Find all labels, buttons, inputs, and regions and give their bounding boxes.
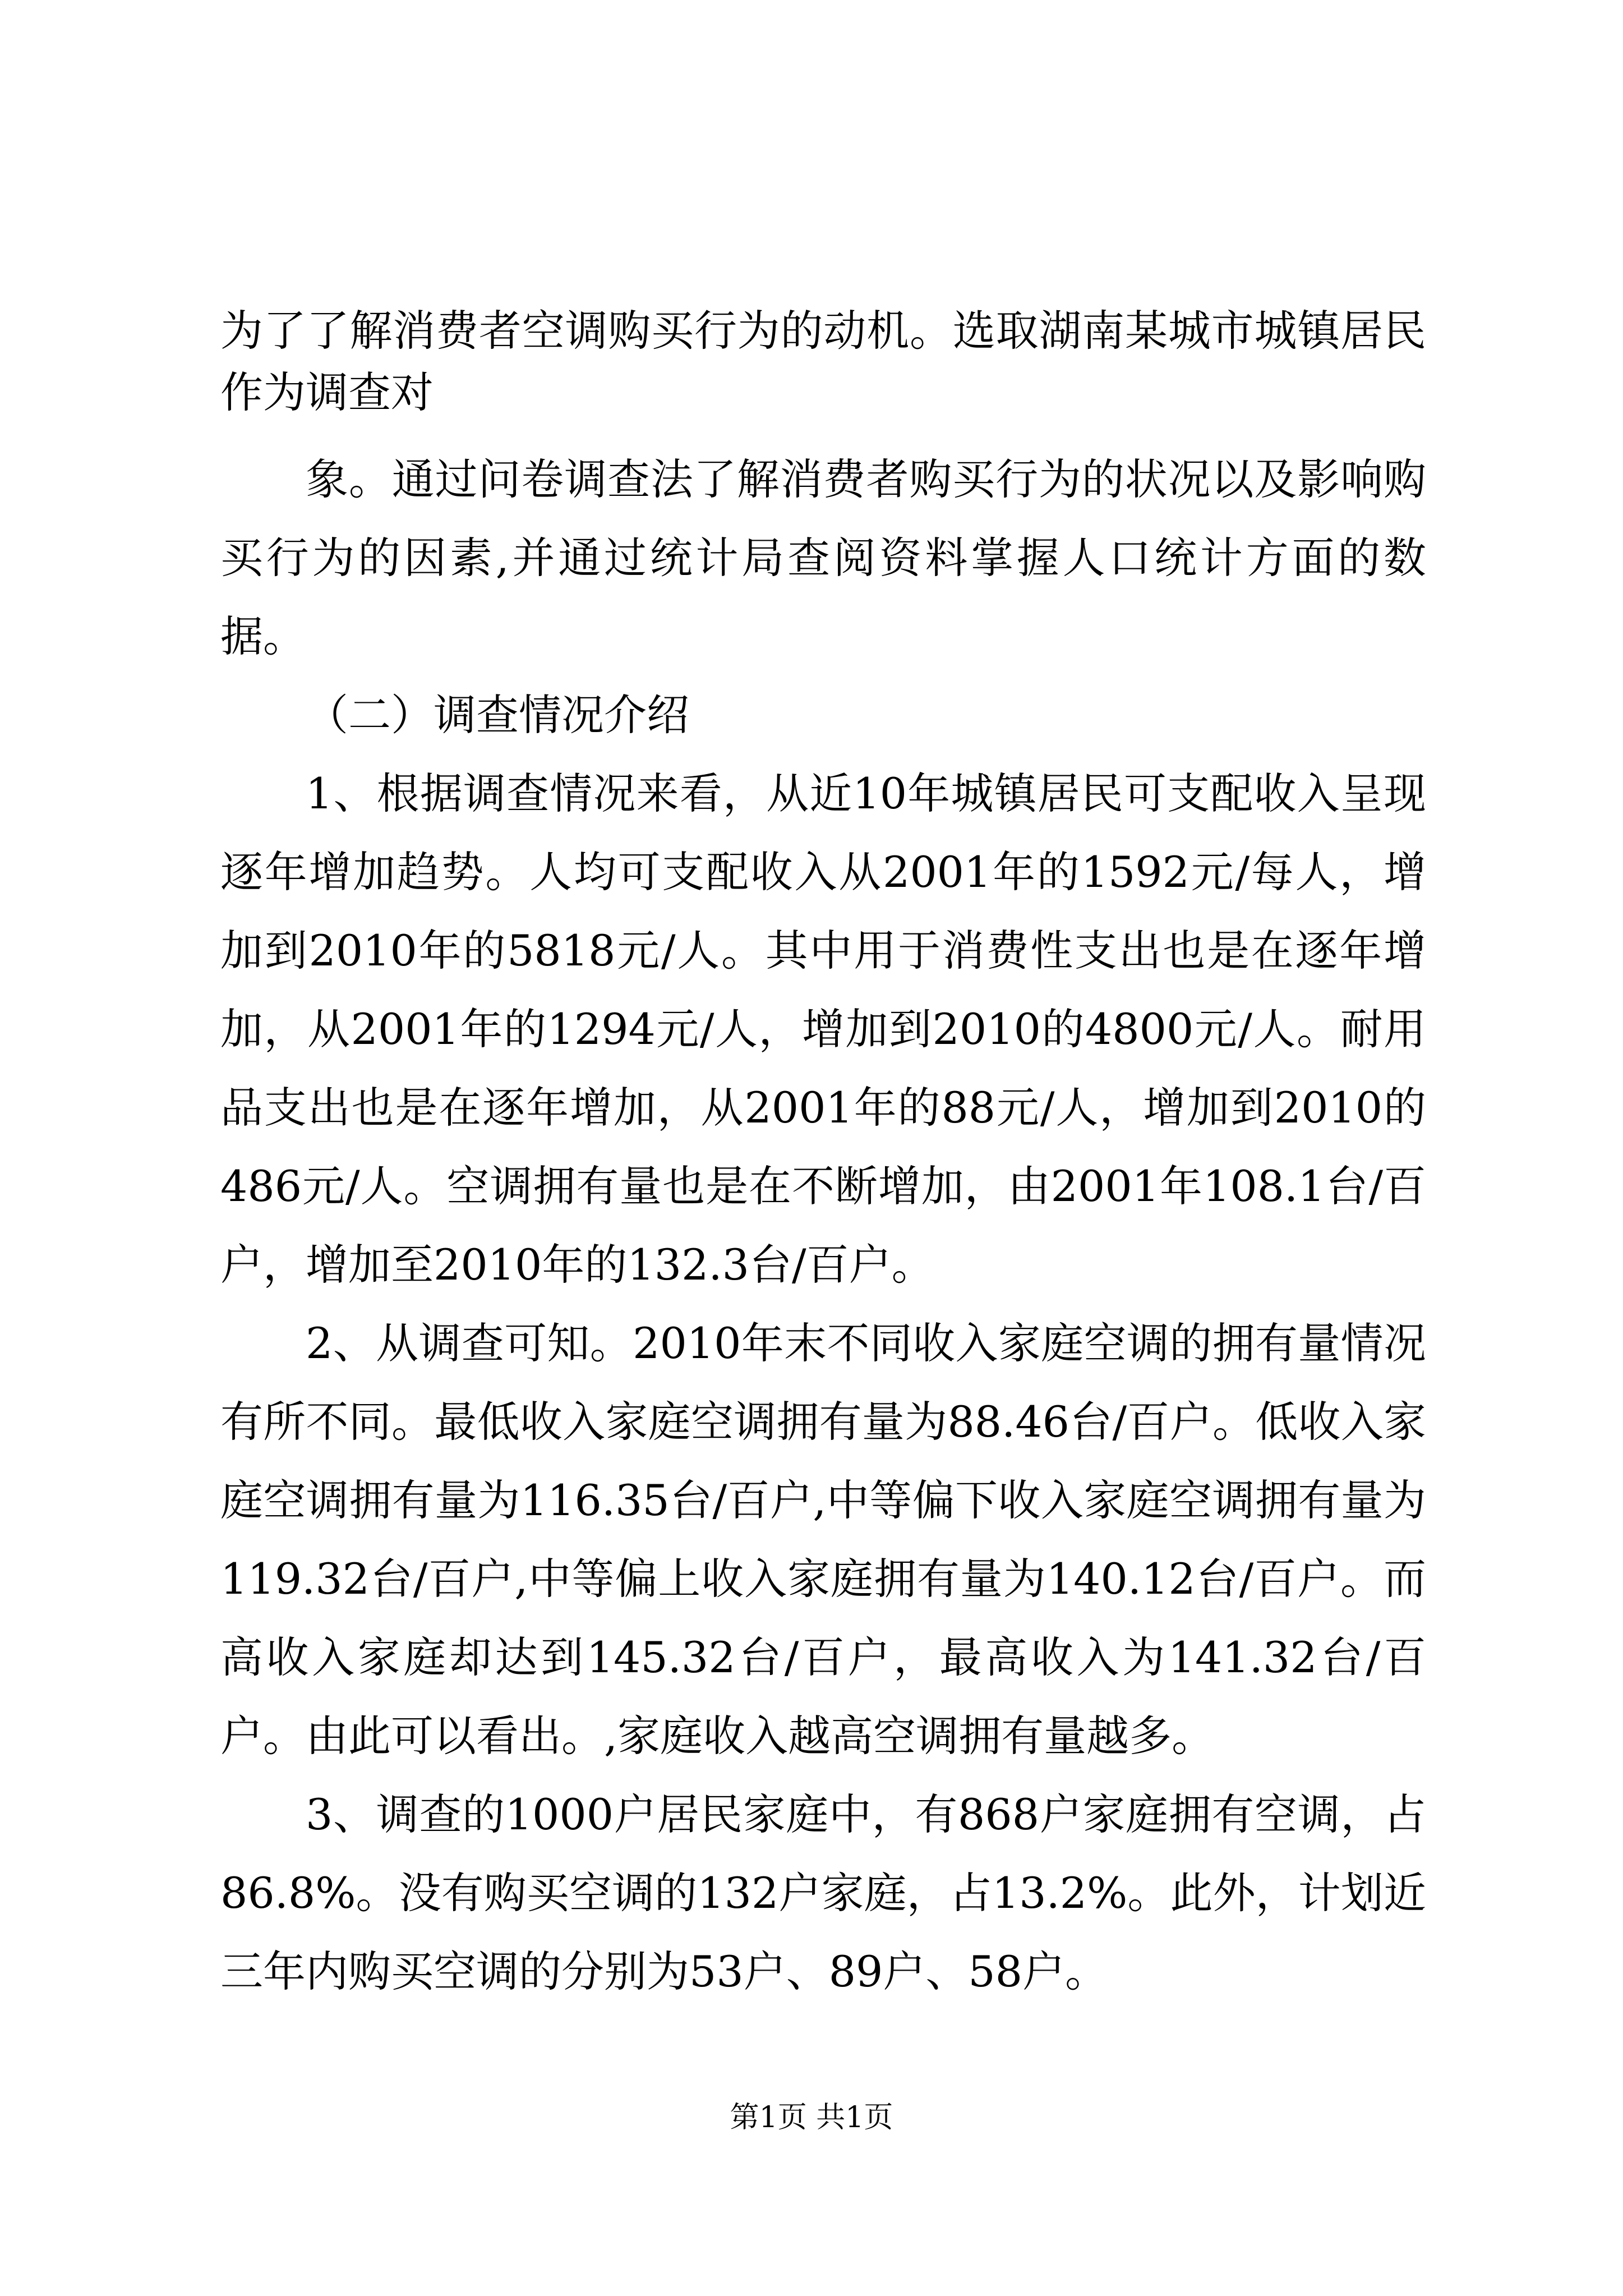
- survey-method-paragraph: 象。通过问卷调查法了解消费者购买行为的状况以及影响购买行为的因素,并通过统计局查阅资料掌握人口统计方面的数据。: [220, 454, 1426, 661]
- income-trend-paragraph: 1、根据调查情况来看，从近10年城镇居民可支配收入呈现逐年增加趋势。人均可支配收入从2001年的1592元/每人，增加到2010年的5818元/人。其中用于消费性支出也是在逐年增加，从2001年的1294元/人，增加到2010的4800元/人。耐用品支出也是在逐年增加，从2001年的88元/人，增加到2010的486元/人。空调拥有量也是在不断增加，由2001年108.1台/百户，增加至2010年的132.3台/百户。: [220, 769, 1426, 1290]
- intro-paragraph: 为了了解消费者空调购买行为的动机。选取湖南某城市城镇居民作为调查对: [220, 306, 1426, 417]
- household-survey-paragraph: 3、调查的1000户居民家庭中，有868户家庭拥有空调，占86.8%。没有购买空调的132户家庭，占13.2%。此外，计划近三年内购买空调的分别为53户、89户、58户。: [220, 1789, 1426, 1996]
- document-body: [220, 300, 1426, 2011]
- page-footer: 第1页 共1页: [730, 2101, 893, 2134]
- section-heading: （二）调查情况介绍: [306, 690, 689, 740]
- intro-paragraph-wrap: [220, 300, 1426, 424]
- income-group-paragraph: 2、从调查可知。2010年末不同收入家庭空调的拥有量情况有所不同。最低收入家庭空调拥有量为88.46台/百户。低收入家庭空调拥有量为116.35台/百户,中等偏下收入家庭空调拥有量为119.32台/百户,中等偏上收入家庭拥有量为140.12台/百户。而高收入家庭却达到145.32台/百户，最高收入为141.32台/百户。由此可以看出。,家庭收入越高空调拥有量越多。: [220, 1318, 1426, 1761]
